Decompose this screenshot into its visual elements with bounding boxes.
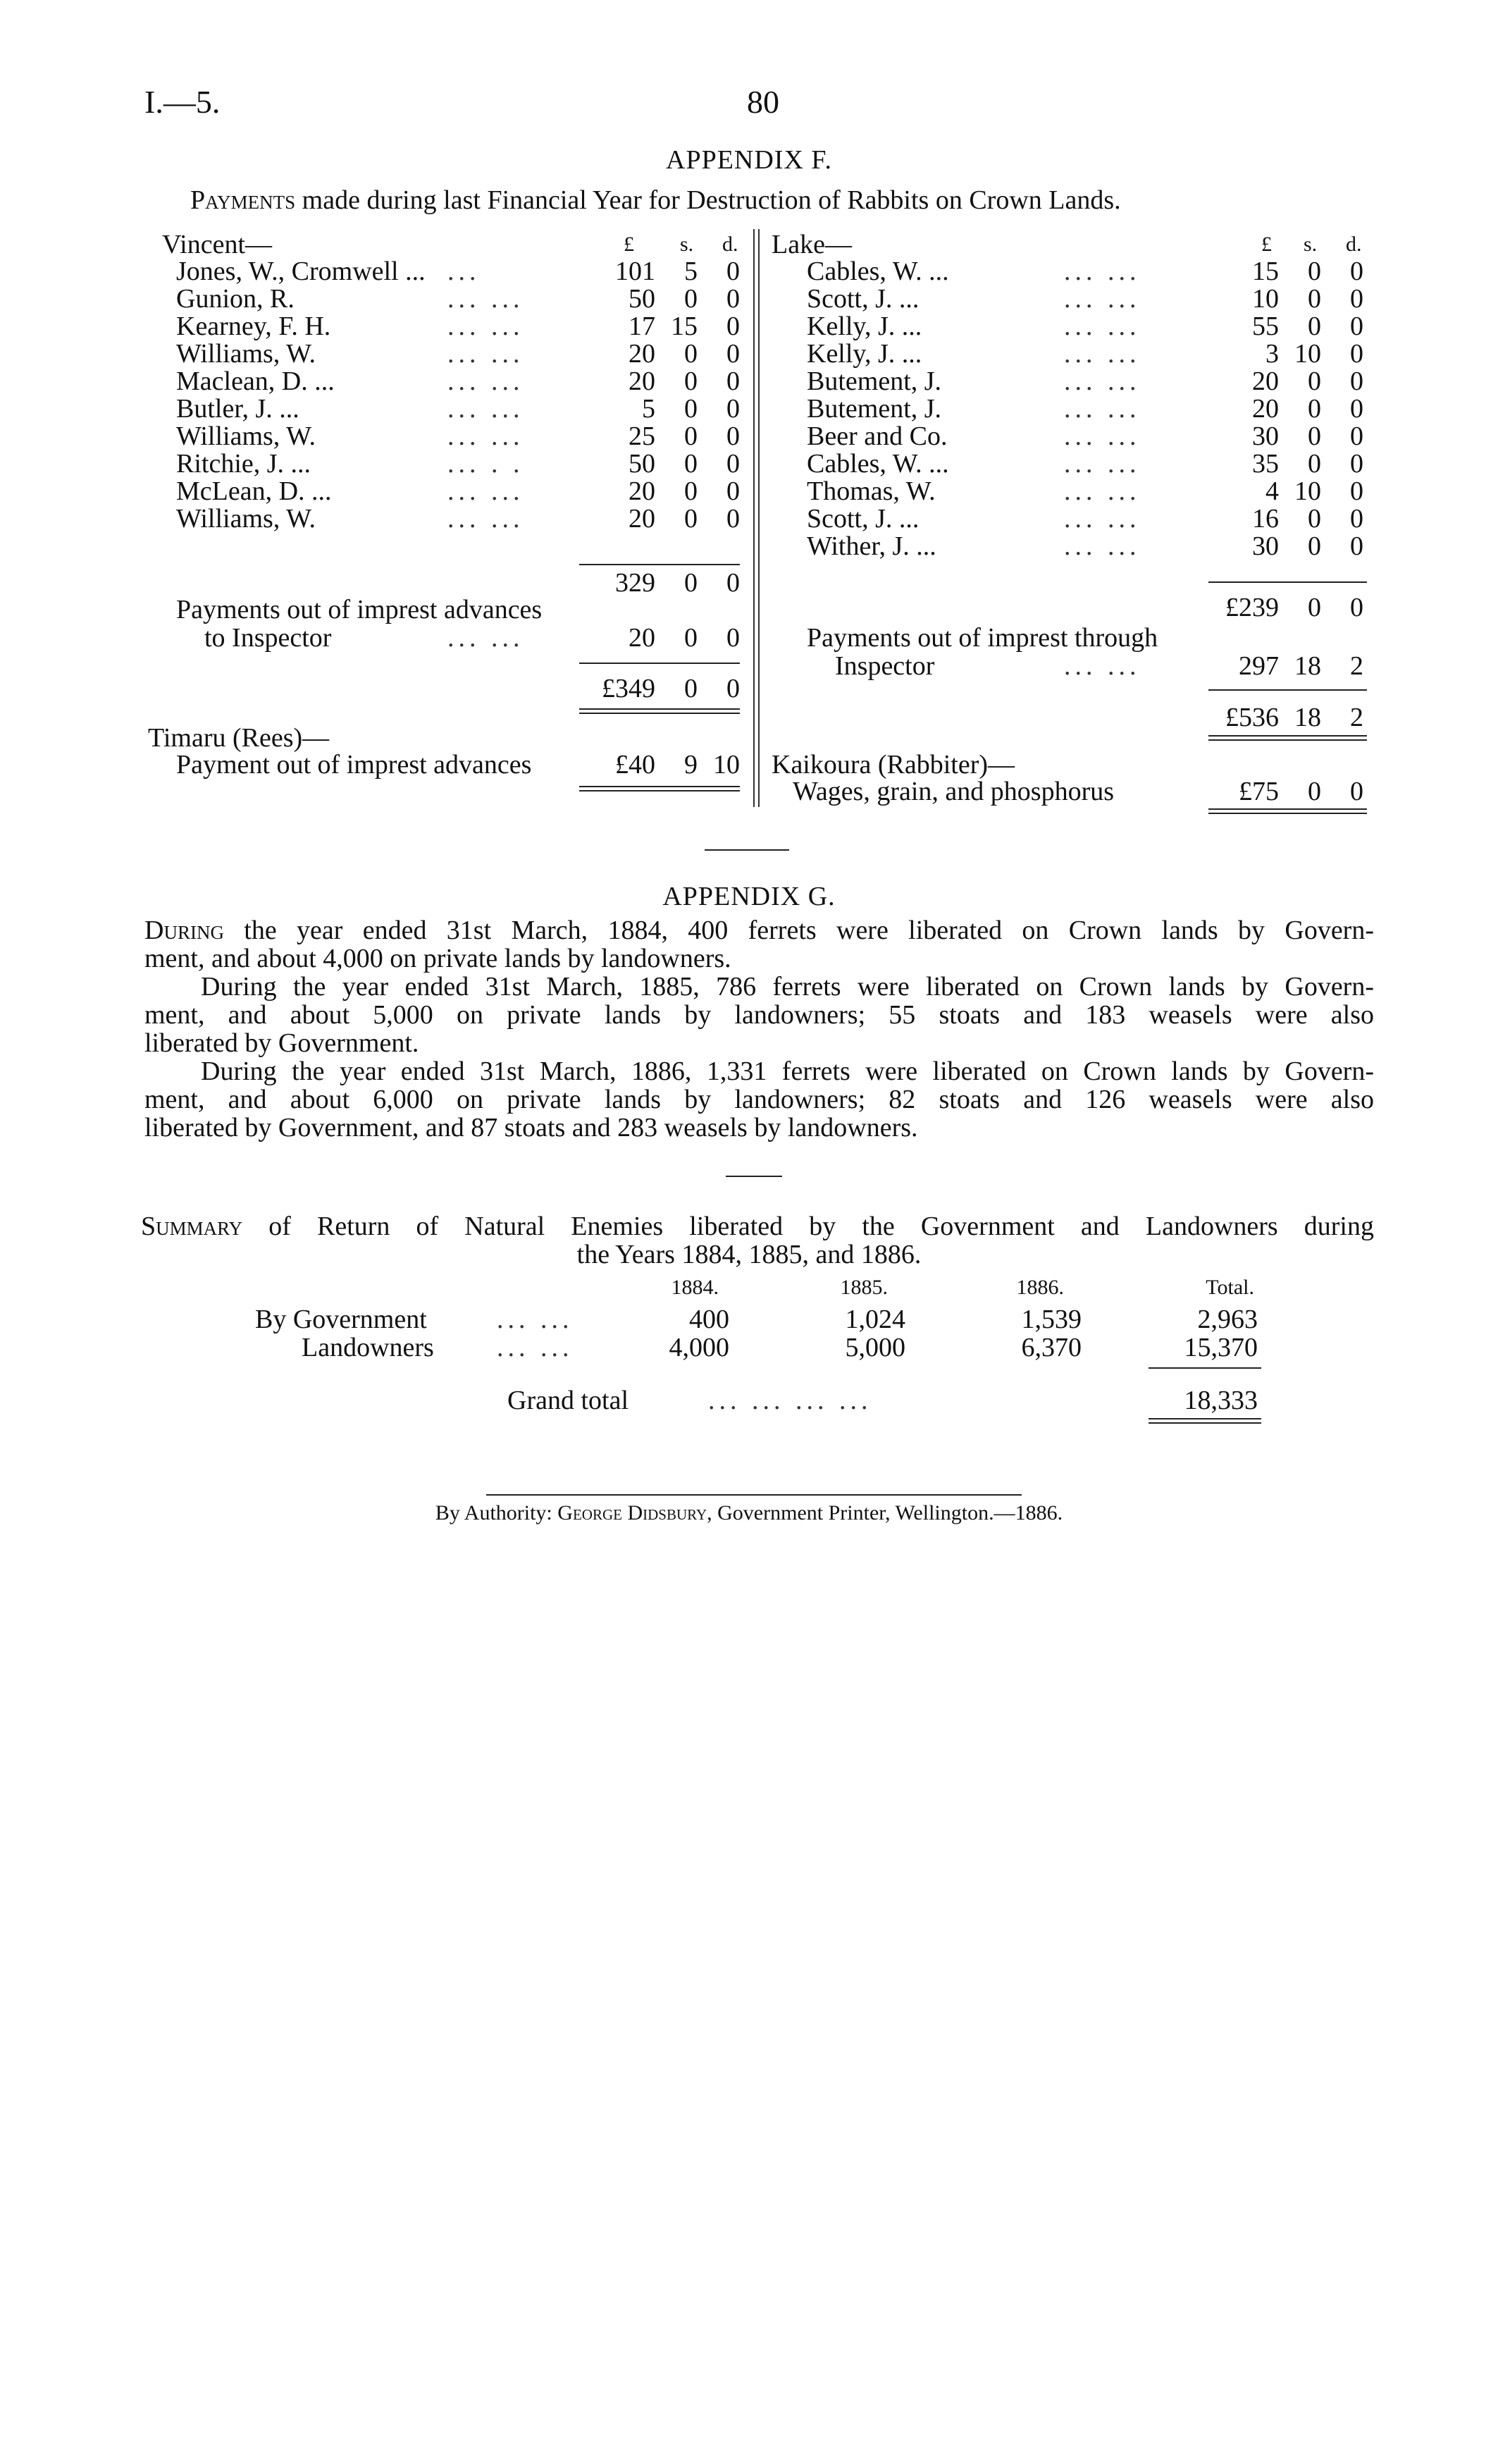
right-payee-pounds: 30 [1252, 531, 1279, 561]
appendix-g-paragraph-1 [144, 916, 1374, 973]
left-payee-pounds: 101 [615, 257, 655, 286]
left-district-heading: Vincent— [162, 230, 273, 259]
section-separator [705, 849, 789, 851]
left-payee-shillings: 15 [671, 312, 698, 341]
summary-caption-lead: Summary [141, 1212, 243, 1241]
kaikoura-double-rule [1208, 808, 1367, 814]
left-payee-shillings: 0 [684, 394, 698, 424]
summary-caption-line2: the Years 1884, 1885, and 1886. [576, 1240, 922, 1269]
left-payee-name: Butler, J. ... [176, 394, 299, 424]
right-district-heading: Lake— [772, 230, 852, 259]
right-payee-shillings: 0 [1308, 312, 1321, 341]
col-1885: 1885. [840, 1276, 888, 1299]
left-payee-dots: ... ... [447, 476, 524, 506]
left-payee-shillings: 5 [684, 257, 698, 286]
right-payee-shillings: 0 [1308, 366, 1321, 396]
left-payee-pounds: 20 [629, 339, 655, 369]
left-payee-name: Maclean, D. ... [176, 366, 335, 396]
land-1886: 6,370 [1021, 1333, 1082, 1362]
right-payee-dots: ... ... [1064, 449, 1141, 479]
left-payee-name: Kearney, F. H. [176, 312, 331, 341]
left-payee-dots: ... ... [447, 366, 524, 396]
grand-total-double-rule [1149, 1418, 1261, 1424]
imprint-prefix: By Authority: [435, 1501, 552, 1524]
paragraph-lead: During [144, 916, 224, 945]
right-payee-pounds: 10 [1252, 284, 1279, 314]
left-imprest-shillings: 0 [684, 623, 698, 653]
right-imprest-shillings: 18 [1294, 651, 1321, 681]
right-payee-name: Butement, J. [807, 366, 942, 396]
left-subtotal-pounds: 329 [615, 568, 655, 598]
right-payee-dots: ... ... [1064, 476, 1141, 506]
left-payee-dots: ... ... [447, 339, 524, 369]
left-payee-pence: 0 [726, 257, 740, 286]
appendix-f-title: APPENDIX F. [666, 145, 832, 175]
right-payee-pence: 0 [1350, 339, 1363, 369]
right-subtotal-pounds: £239 [1225, 593, 1279, 622]
left-payee-dots: ... ... [447, 284, 524, 314]
right-payee-shillings: 0 [1308, 394, 1321, 424]
right-payee-name: Thomas, W. [807, 476, 936, 506]
left-payee-pounds: 20 [629, 504, 655, 534]
left-payee-pence: 0 [726, 504, 740, 534]
right-payee-shillings: 0 [1308, 531, 1321, 561]
timaru-heading: Timaru (Rees)— [148, 723, 330, 753]
timaru-pounds: £40 [615, 750, 655, 780]
right-payee-name: Cables, W. ... [807, 449, 949, 479]
right-subtotal-pence: 0 [1350, 593, 1363, 622]
left-shillings-header: s. [680, 233, 694, 256]
timaru-line: Payment out of imprest advances [176, 750, 532, 780]
kaikoura-pence: 0 [1350, 777, 1363, 806]
left-payee-name: Jones, W., Cromwell ... [176, 257, 426, 286]
right-imprest-pounds: 297 [1239, 651, 1279, 681]
summary-row-government-label: By Government [255, 1305, 427, 1334]
right-payee-pounds: 30 [1252, 421, 1279, 451]
right-payee-pence: 0 [1350, 449, 1363, 479]
left-payee-pounds: 50 [629, 284, 655, 314]
kaikoura-line: Wages, grain, and phosphorus [793, 777, 1115, 806]
right-payee-dots: ... ... [1064, 257, 1141, 286]
right-payee-dots: ... ... [1064, 366, 1141, 396]
p1-line-b: ment, and about 4,000 on private lands by landowners. [144, 944, 731, 973]
right-payee-pounds: 55 [1252, 312, 1279, 341]
left-payee-name: McLean, D. ... [176, 476, 332, 506]
right-payee-name: Kelly, J. ... [807, 312, 922, 341]
left-payee-dots: ... ... [447, 312, 524, 341]
col-1884: 1884. [671, 1276, 719, 1299]
right-payee-shillings: 0 [1308, 284, 1321, 314]
right-payee-pence: 0 [1350, 394, 1363, 424]
right-total-rule [1208, 689, 1367, 691]
left-payee-name: Williams, W. [176, 421, 316, 451]
left-payee-pence: 0 [726, 421, 740, 451]
timaru-shillings: 9 [684, 750, 698, 780]
right-total-pounds: £536 [1225, 703, 1279, 732]
left-payee-pence: 0 [726, 366, 740, 396]
printer-imprint [0, 1501, 1498, 1525]
left-payee-shillings: 0 [684, 504, 698, 534]
left-payee-name: Gunion, R. [176, 284, 295, 314]
right-payee-pence: 0 [1350, 366, 1363, 396]
left-payee-dots: ... . . [447, 449, 524, 479]
grand-total-label: Grand total [507, 1386, 629, 1415]
kaikoura-pounds: £75 [1239, 777, 1279, 806]
caption-lead: Payments [190, 185, 296, 215]
right-payee-name: Butement, J. [807, 394, 942, 424]
left-payee-pounds: 17 [629, 312, 655, 341]
footer-rule [486, 1494, 1022, 1496]
left-payee-shillings: 0 [684, 421, 698, 451]
right-payee-dots: ... ... [1064, 284, 1141, 314]
left-subtotal-rule [579, 564, 740, 565]
right-payee-shillings: 0 [1308, 449, 1321, 479]
grand-total-rule [1149, 1367, 1261, 1369]
left-payee-pence: 0 [726, 312, 740, 341]
p3-line-c: liberated by Government, and 87 stoats and 283 weasels by landowners. [144, 1113, 918, 1142]
right-payee-dots: ... ... [1064, 339, 1141, 369]
right-subtotal-shillings: 0 [1308, 593, 1321, 622]
right-payee-pence: 0 [1350, 284, 1363, 314]
summary-caption-text: of Return of Natural Enemies liberated by the Government and Landowners during [268, 1212, 1374, 1241]
right-payee-pounds: 3 [1265, 339, 1279, 369]
right-imprest-line1: Payments out of imprest through [807, 623, 1158, 653]
right-pence-header: d. [1346, 233, 1362, 256]
p2-line-c: liberated by Government. [144, 1028, 419, 1058]
right-payee-pounds: 15 [1252, 257, 1279, 286]
right-payee-pence: 0 [1350, 421, 1363, 451]
right-payee-pence: 0 [1350, 257, 1363, 286]
right-shillings-header: s. [1304, 233, 1318, 256]
right-pounds-header: £ [1261, 233, 1272, 256]
p1-line-a: the year ended 31st March, 1884, 400 ferrets were liberated on Crown lands by Govern- [244, 916, 1374, 945]
left-payee-pounds: 50 [629, 449, 655, 479]
summary-row-landowners-dots: ... ... [497, 1333, 574, 1362]
left-payee-name: Williams, W. [176, 339, 316, 369]
left-payee-pounds: 5 [642, 394, 655, 424]
right-imprest-pence: 2 [1350, 651, 1363, 681]
right-payee-pounds: 20 [1252, 366, 1279, 396]
right-payee-pounds: 20 [1252, 394, 1279, 424]
p2-line-b: ment, and about 5,000 on private lands by landowners; 55 stoats and 183 weasels were also [144, 1000, 1374, 1030]
caption-text: made during last Financial Year for Destruction of Rabbits on Crown Lands. [302, 185, 1121, 215]
right-payee-shillings: 0 [1308, 504, 1321, 534]
column-divider [753, 229, 760, 807]
left-imprest-pence: 0 [726, 623, 740, 653]
right-subtotal-rule [1208, 581, 1367, 583]
left-pounds-header: £ [624, 233, 634, 256]
right-payee-pounds: 4 [1265, 476, 1279, 506]
gov-1885: 1,024 [845, 1305, 905, 1334]
right-payee-dots: ... ... [1064, 394, 1141, 424]
left-payee-pounds: 20 [629, 366, 655, 396]
gov-total: 2,963 [1197, 1305, 1258, 1334]
left-payee-shillings: 0 [684, 366, 698, 396]
left-imprest-line2: to Inspector [204, 623, 332, 653]
left-payee-pence: 0 [726, 449, 740, 479]
p3-line-b: ment, and about 6,000 on private lands by landowners; 82 stoats and 126 weasels were also [144, 1085, 1374, 1114]
page-number: 80 [747, 84, 779, 120]
document-reference: I.—5. [144, 84, 221, 120]
kaikoura-heading: Kaikoura (Rabbiter)— [772, 750, 1015, 780]
right-payee-dots: ... ... [1064, 421, 1141, 451]
right-payee-name: Cables, W. ... [807, 257, 949, 286]
left-payee-shillings: 0 [684, 476, 698, 506]
left-payee-pounds: 20 [629, 476, 655, 506]
right-payee-name: Wither, J. ... [807, 531, 936, 561]
summary-row-government-dots: ... ... [497, 1305, 574, 1334]
right-imprest-dots: ... ... [1064, 651, 1141, 681]
right-payee-pounds: 35 [1252, 449, 1279, 479]
left-subtotal-pence: 0 [726, 568, 740, 598]
land-1885: 5,000 [845, 1333, 905, 1362]
grand-total-dots: ... ... ... ... [708, 1386, 872, 1415]
p3-line-a: During the year ended 31st March, 1886, 1,331 ferrets were liberated on Crown lands by Govern- [201, 1057, 1374, 1086]
right-payee-name: Beer and Co. [807, 421, 948, 451]
right-payee-pence: 0 [1350, 312, 1363, 341]
col-1886: 1886. [1016, 1276, 1064, 1299]
appendix-f-caption [190, 185, 1121, 216]
right-payee-dots: ... ... [1064, 531, 1141, 561]
left-payee-pence: 0 [726, 394, 740, 424]
appendix-g-paragraph-2 [144, 973, 1374, 1057]
left-payee-pence: 0 [726, 476, 740, 506]
left-payee-dots: ... ... [447, 421, 524, 451]
gov-1884: 400 [689, 1305, 729, 1334]
right-payee-shillings: 0 [1308, 421, 1321, 451]
right-payee-pence: 0 [1350, 504, 1363, 534]
right-payee-name: Scott, J. ... [807, 284, 920, 314]
left-pence-header: d. [722, 233, 738, 256]
p2-line-a: During the year ended 31st March, 1885, 786 ferrets were liberated on Crown lands by Govern- [201, 972, 1374, 1002]
section-separator-2 [726, 1176, 782, 1177]
grand-total-value: 18,333 [1184, 1386, 1258, 1415]
appendix-g-title: APPENDIX G. [662, 882, 836, 911]
right-total-pence: 2 [1350, 703, 1363, 732]
left-payee-pounds: 25 [629, 421, 655, 451]
right-payee-name: Kelly, J. ... [807, 339, 922, 369]
imprint-printer: George Didsbury, [557, 1501, 712, 1524]
right-payee-name: Scott, J. ... [807, 504, 920, 534]
left-payee-dots: ... [447, 257, 481, 286]
right-total-shillings: 18 [1294, 703, 1321, 732]
right-payee-pounds: 16 [1252, 504, 1279, 534]
left-imprest-dots: ... ... [447, 623, 524, 653]
imprint-rest: Government Printer, Wellington.—1886. [717, 1501, 1063, 1524]
left-payee-pence: 0 [726, 284, 740, 314]
left-subtotal-shillings: 0 [684, 568, 698, 598]
left-imprest-pounds: 20 [629, 623, 655, 653]
left-total-rule [579, 663, 740, 664]
right-payee-shillings: 10 [1294, 339, 1321, 369]
left-payee-pence: 0 [726, 339, 740, 369]
land-1884: 4,000 [669, 1333, 729, 1362]
appendix-g-paragraph-3 [144, 1057, 1374, 1142]
left-total-pence: 0 [726, 674, 740, 703]
right-payee-pence: 0 [1350, 476, 1363, 506]
right-payee-dots: ... ... [1064, 504, 1141, 534]
right-payee-pence: 0 [1350, 531, 1363, 561]
left-payee-dots: ... ... [447, 504, 524, 534]
left-total-pounds: £349 [602, 674, 655, 703]
col-total: Total. [1206, 1276, 1254, 1299]
left-payee-name: Ritchie, J. ... [176, 449, 311, 479]
land-total: 15,370 [1184, 1333, 1258, 1362]
left-payee-shillings: 0 [684, 339, 698, 369]
gov-1886: 1,539 [1021, 1305, 1082, 1334]
right-payee-shillings: 10 [1294, 476, 1321, 506]
left-total-double-rule [579, 708, 740, 714]
left-payee-dots: ... ... [447, 394, 524, 424]
timaru-double-rule [579, 786, 740, 791]
right-imprest-line2: Inspector [835, 651, 935, 681]
left-payee-name: Williams, W. [176, 504, 316, 534]
left-total-shillings: 0 [684, 674, 698, 703]
summary-row-landowners-label: Landowners [302, 1333, 434, 1362]
summary-caption [141, 1211, 1374, 1242]
right-total-double-rule [1208, 735, 1367, 741]
timaru-pence: 10 [713, 750, 740, 780]
left-imprest-line1: Payments out of imprest advances [176, 595, 543, 624]
left-payee-shillings: 0 [684, 449, 698, 479]
left-payee-shillings: 0 [684, 284, 698, 314]
right-payee-dots: ... ... [1064, 312, 1141, 341]
right-payee-shillings: 0 [1308, 257, 1321, 286]
kaikoura-shillings: 0 [1308, 777, 1321, 806]
